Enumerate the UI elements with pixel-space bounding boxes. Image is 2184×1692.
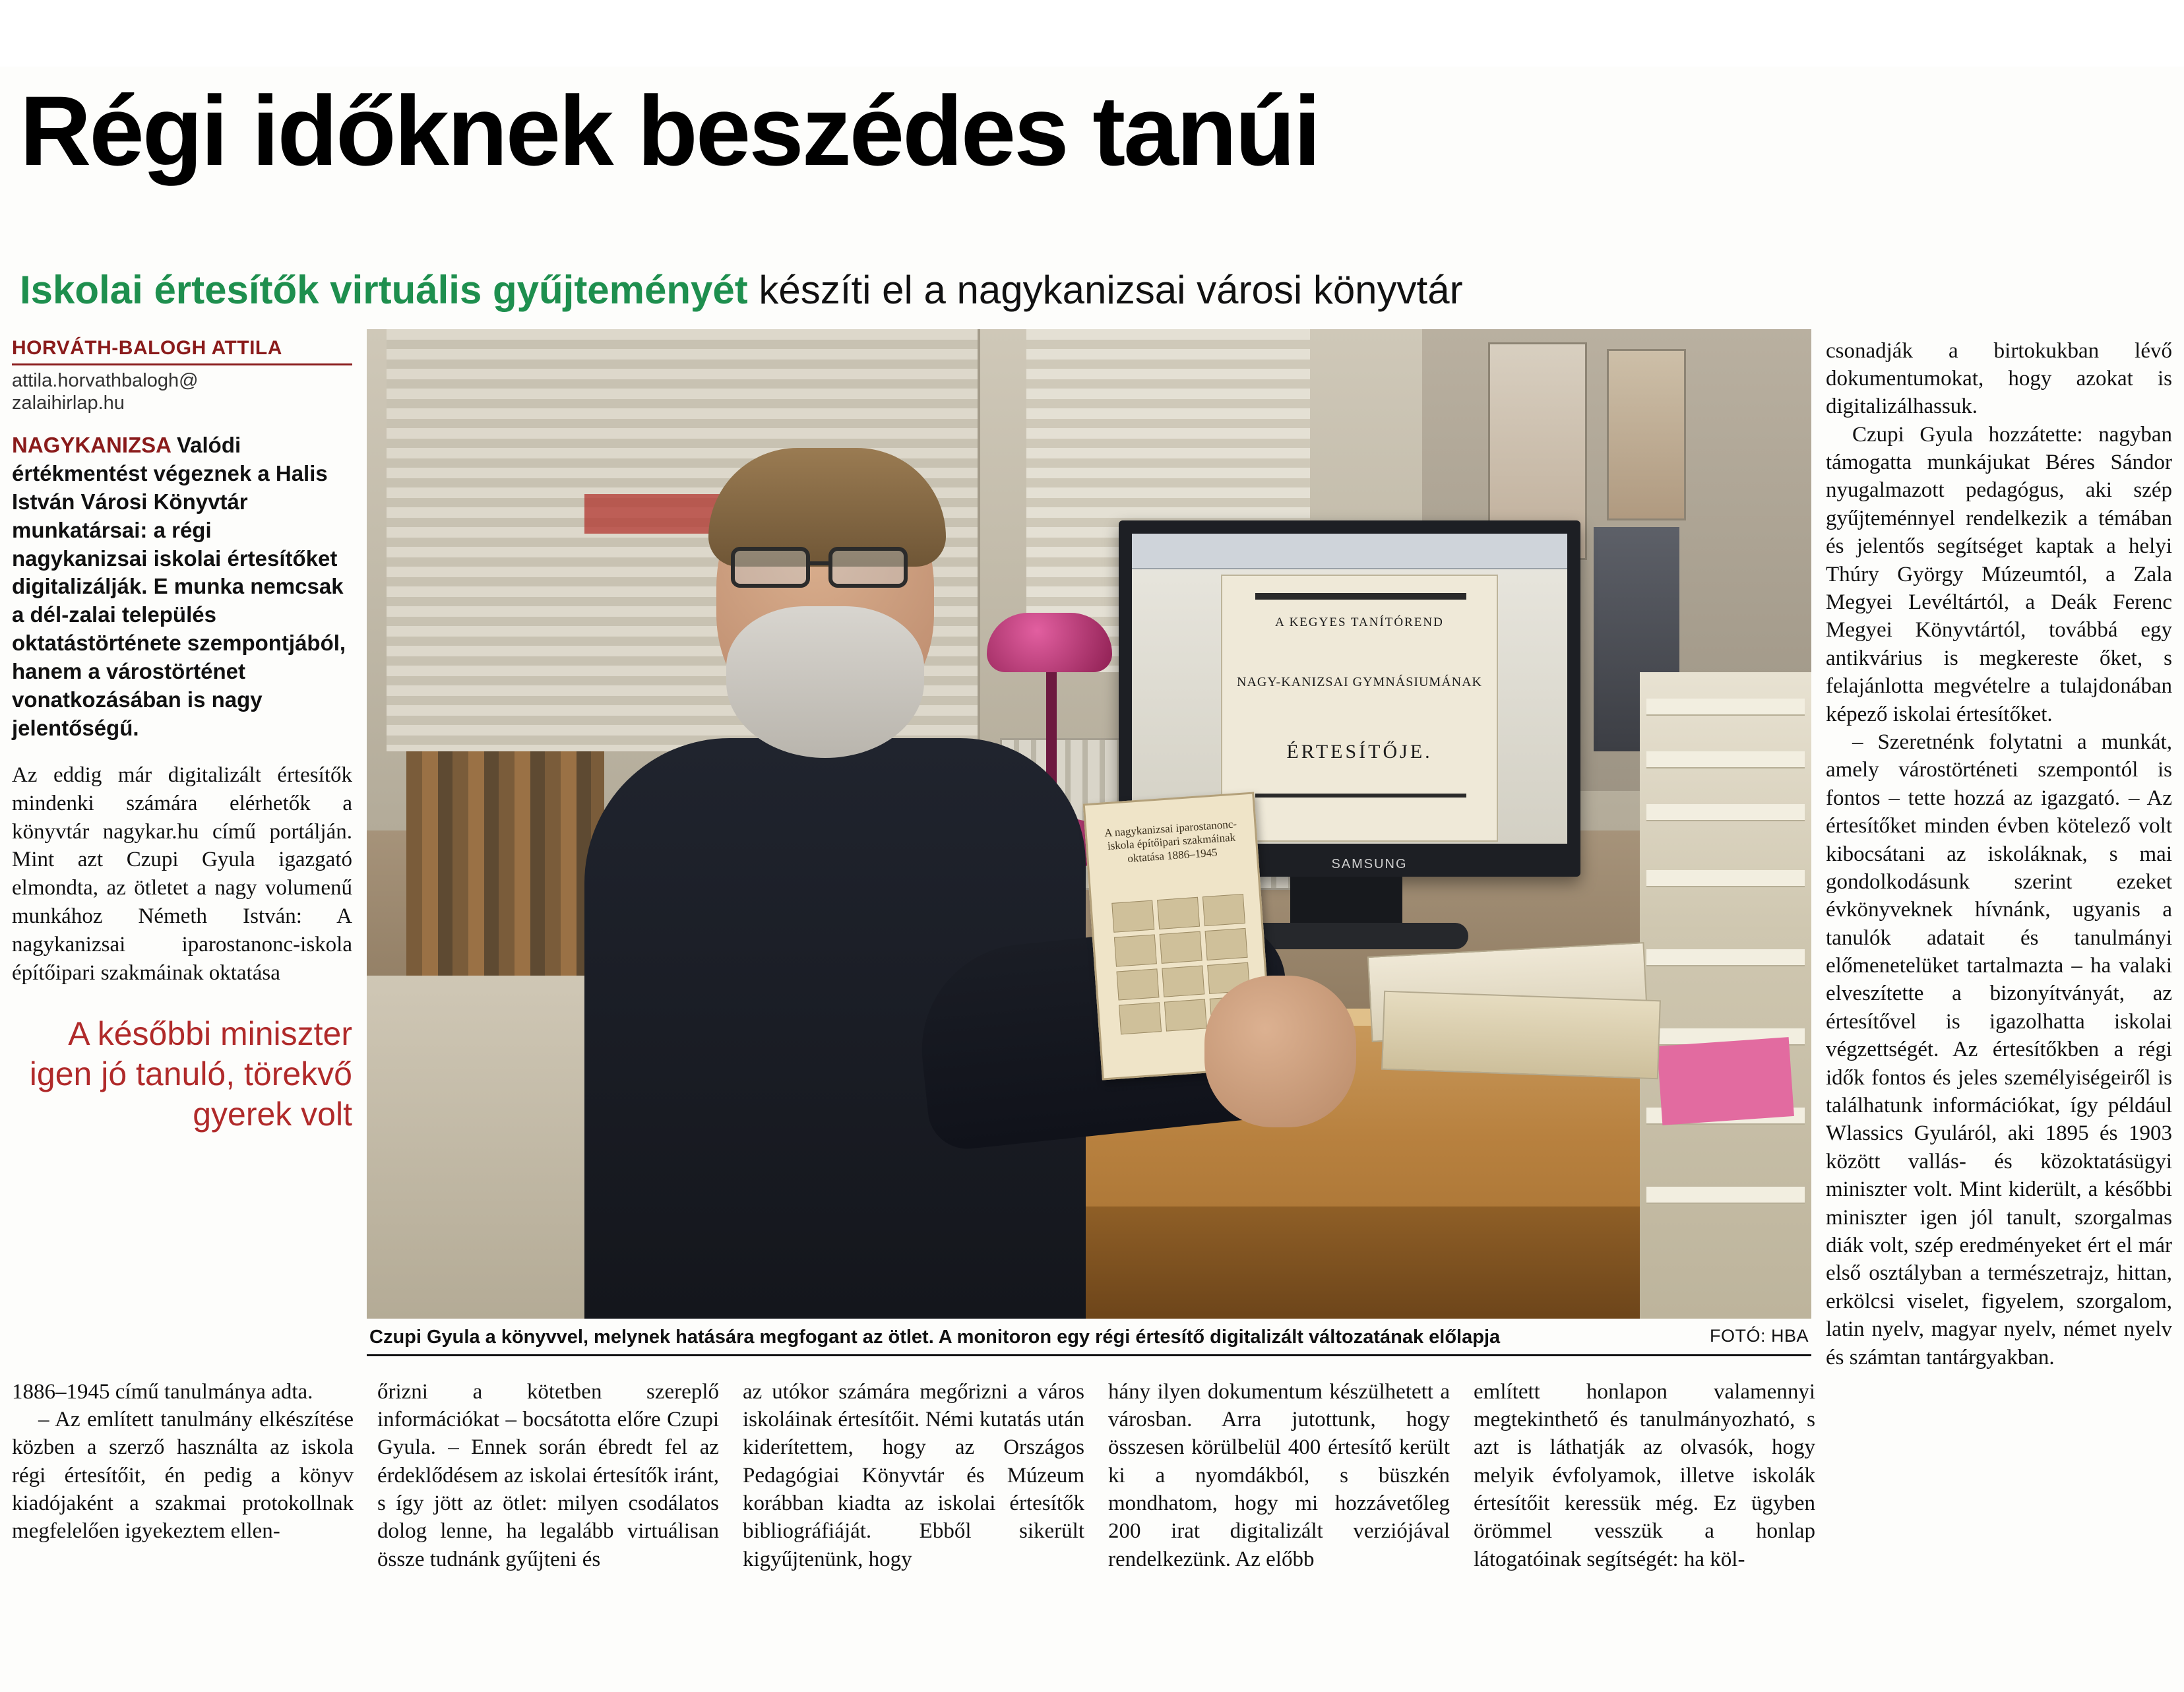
byline-email-line2: zalaihirlap.hu	[12, 392, 125, 414]
bottom-columns	[12, 1378, 2172, 1574]
monitor-doc-line-2: NAGY-KANIZSAI GYMNÁSIUMÁNAK	[1237, 674, 1482, 689]
photo-glasses-bridge	[810, 561, 832, 565]
bottom-5-paragraph-1: említett honlapon valamennyi megtekinthető és tanulmányozható, s azt is láthatják az olvasók, hogy melyik évfolyamok, illetve iskolák értesítőit keressük még. Ez ügyben örömmel vesszük a honlap látogatóinak segítségét: ha köl-	[1474, 1379, 1815, 1571]
pull-quote: A későbbi miniszter igen jó tanuló, törekvő gyerek volt	[29, 1015, 352, 1133]
page-title: Régi időknek beszédes tanúi	[20, 75, 1319, 186]
photo-monitor-stand	[1290, 877, 1402, 929]
photo-browser-toolbar	[1132, 534, 1567, 569]
photo-left-papers	[367, 976, 604, 1319]
bottom-column-1	[12, 1378, 354, 1574]
bottom-4-paragraph-1: hány ilyen dokumentum készülhetett a városban. Arra jutottunk, hogy összesen körülbelül 400 értesítő került ki a nyomdákból, s büszkén mondhatom, hogy mi hozzávetőleg 200 irat digitalizált verziójával rendelkezünk. Az előbb	[1108, 1379, 1450, 1571]
left-paragraph-1: Az eddig már digitalizált értesítők mindenki számára elérhetők a könyvtár nagykar.hu című portálján. Mint azt Czupi Gyula igazgató elmondta, az ötletet a nagy volumenű munkához Németh István: A nagykanizsai iparostanonc-iskola építőipari szakmáinak oktatása	[12, 763, 352, 985]
photo-person-hand	[1204, 976, 1356, 1127]
photo-lamp-head	[987, 613, 1112, 672]
photo-poster-two	[1607, 349, 1686, 520]
scan-rule-top	[1255, 593, 1466, 600]
photo-monitor-brand: SAMSUNG	[1331, 856, 1408, 871]
photo-glasses-right	[828, 547, 908, 588]
bottom-column-5	[1474, 1378, 1815, 1574]
right-column	[1826, 337, 2172, 1371]
bottom-1-paragraph-1: 1886–1945 című tanulmánya adta.	[12, 1379, 313, 1404]
byline-author: HORVÁTH-BALOGH ATTILA	[12, 337, 352, 365]
monitor-doc-line-1: A KEGYES TANÍTÓREND	[1275, 615, 1444, 629]
bottom-3-paragraph-1: az utókor számára megőrizni a város iskoláinak értesítőit. Némi kutatás után kiderítettem, hogy az Országos Pedagógiai Könyvtár és Múzeum korábban kiadta az iskolai értesítők bibliográfiáját. Ebből sikerült kigyűjtenünk, hogy	[743, 1379, 1084, 1571]
bottom-column-2	[377, 1378, 719, 1574]
byline-email	[12, 369, 352, 414]
subheadline-highlight: Iskolai értesítők virtuális gyűjteményét	[20, 268, 748, 312]
lead-text: Valódi értékmentést végeznek a Halis István Városi Könyvtár munkatársai: a régi nagykanizsai iskolai értesítőket digitalizálják. E munka nemcsak a dél-zalai település oktatástörténete szempontjából, hanem a várostörténet vonatkozásában is nagy jelentőségű.	[12, 432, 346, 740]
photo-booklet-title: A nagykanizsai iparostanonc-iskola építőipari szakmáinak oktatása 1886–1945	[1104, 817, 1237, 865]
photo-block	[367, 329, 1811, 1356]
bottom-1-paragraph-2: – Az említett tanulmány elkészítése közben a szerző használta az iskola régi értesítőit, én pedig a könyv kiadójaként a szakmai protokollnak megfelelően igyekeztem ellen-	[12, 1407, 354, 1544]
dateline: NAGYKANIZSA	[12, 432, 171, 457]
top-rule	[0, 67, 2184, 71]
monitor-doc-line-3: ÉRTESÍTŐJE.	[1286, 740, 1433, 763]
photo-caption-text: Czupi Gyula a könyvvel, melynek hatására megfogant az ötlet. A monitoron egy régi értesítő digitalizált változatának előlapja	[369, 1326, 1501, 1348]
photo-caption	[367, 1319, 1811, 1356]
newspaper-page	[0, 67, 2184, 1692]
photo-person-beard	[726, 606, 924, 758]
photo-credit: FOTÓ: HBA	[1709, 1325, 1809, 1346]
bottom-2-paragraph-1: őrizni a kötetben szereplő információkat – bocsátotta előre Czupi Gyula. – Ennek során ébredt fel az érdeklődésem az iskolai értesítők iránt, s így jött az ötlet: milyen csodálatos dolog lenne, ha legalább virtuálisan össze tudnánk gyűjteni és	[377, 1379, 719, 1571]
photo-paper-stack	[1640, 672, 1811, 1319]
photo-pink-note	[1657, 1037, 1794, 1125]
lead-paragraph	[12, 431, 352, 743]
photo-desk-papers-two	[1381, 990, 1661, 1079]
photo-glasses-left	[731, 547, 810, 588]
article-body	[0, 329, 2184, 1692]
right-paragraph-3: – Szeretnénk folytatni a munkát, amely várostörténeti szempontól is fontos – tette hozzá az igazgató. – Az értesítőket minden évben kötelező volt kibocsátani az iskoláknak, s mai gondolkodásunk szerint ezeket évkönyveknek hívnánk, ugyanis a tanulók adatait és tanulmányi előmenetelüket tartalmazta – ha valaki elveszítette a bizonyítványát, az értesítővel is igazolhatta iskolai végzettségét. Az értesítőkben a régi idők fontos és jeles személyiségeiről is találhatunk információkat, így például Wlassics Gyuláról, aki 1895 és 1903 között vallás- és közoktatásügyi miniszter volt. Mint kiderült, a későbbi miniszter igen jól tanult, szorgalmas diák volt, szép eredményeket ért el már első osztályban a természetrajz, hittan, erkölcsi viselet, figyelem, szorgalom, latin nyelv, magyar nyelv, német nyelv és számtan tantárgyakban.	[1826, 730, 2172, 1369]
byline-email-line1: attila.horvathbalogh@	[12, 369, 199, 391]
subheadline-rest: készíti el a nagykanizsai városi könyvtár	[747, 268, 1463, 312]
bottom-column-4	[1108, 1378, 1450, 1574]
right-paragraph-2: Czupi Gyula hozzátette: nagyban támogatta munkájukat Béres Sándor nyugalmazott pedagógus, aki szép gyűjteménnyel rendelkezik a témában és jelentős segítséget kaptak a helyi Thúry György Múzeumtól, a Zala Megyei Levéltártól, a Deák Ferenc Megyei Könyvtártól, továbbá egy antikvárius is megkereste őket, s felajánlotta megvételre a tulajdonában képező iskolai értesítőket.	[1826, 422, 2172, 726]
bottom-column-3	[743, 1378, 1084, 1574]
subheadline	[0, 246, 2184, 312]
article-photo	[367, 329, 1811, 1319]
scan-rule-bottom	[1255, 794, 1466, 798]
right-paragraph-1: csonadják a birtokukban lévő dokumentumokat, hogy azokat is digitalizálhassuk.	[1826, 338, 2172, 419]
photo-bookshelf	[406, 751, 604, 989]
left-column	[12, 337, 352, 1135]
photo-scanned-document	[1221, 575, 1498, 842]
